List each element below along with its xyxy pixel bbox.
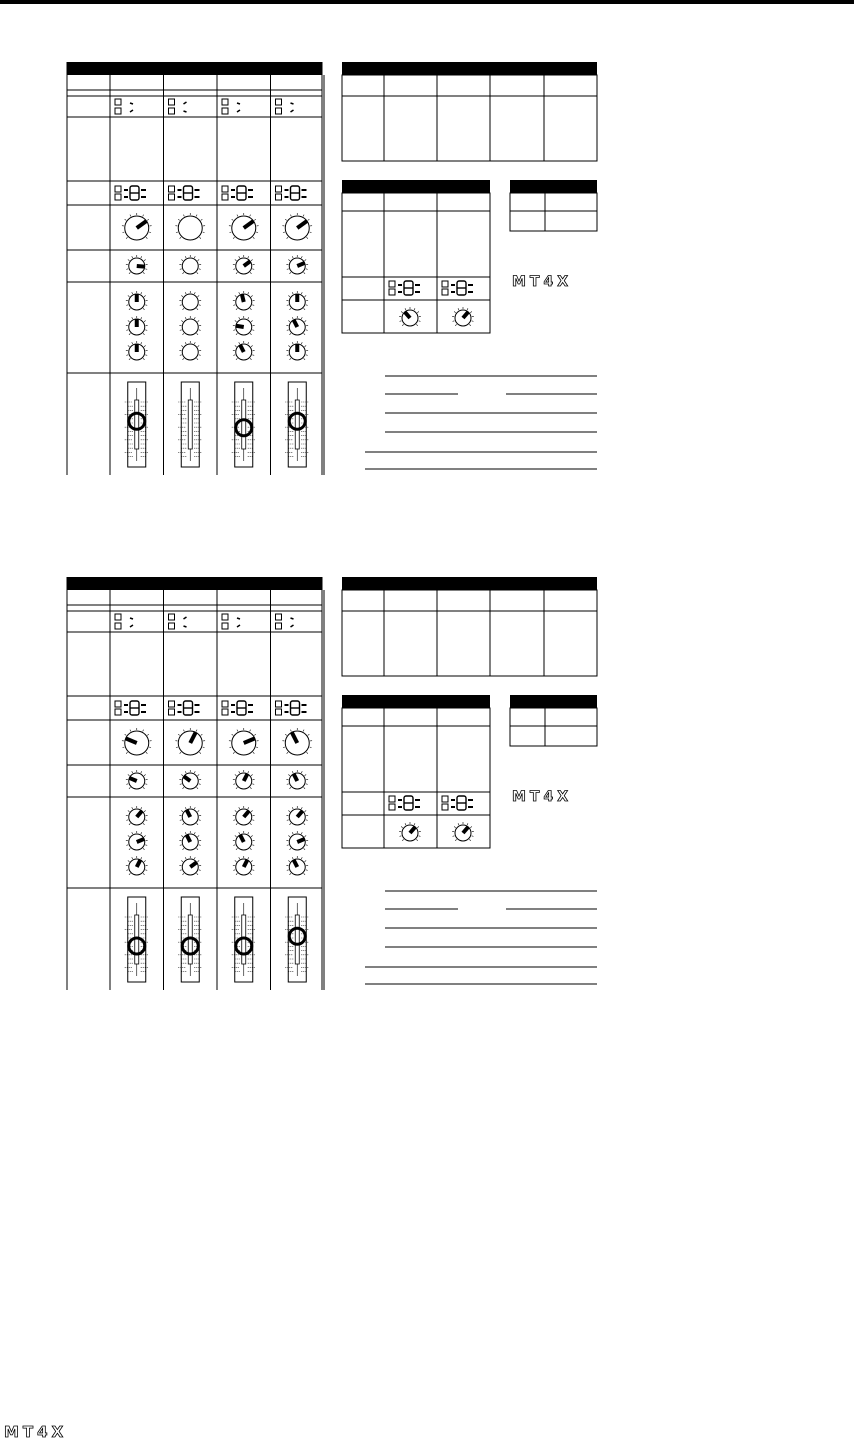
sheet-logo: MT4X — [512, 789, 572, 805]
setup-sheet-1 — [0, 55, 854, 475]
ch2-fader — [178, 897, 202, 982]
ch1-track-display — [115, 701, 146, 715]
ch4-input-switch — [276, 99, 294, 114]
ch3-gain-knob — [233, 255, 255, 274]
ch2-gain-knob — [179, 255, 201, 274]
ch2-trim-knob — [175, 213, 205, 240]
ch1-eq-mid-knob — [126, 831, 148, 850]
sheet-logo: MT4X — [512, 274, 572, 290]
aux2-knob-pointer — [463, 827, 468, 833]
ch2-fader — [178, 382, 202, 467]
notes-header-bar — [342, 577, 597, 590]
ch4-eq-low-knob — [286, 341, 308, 360]
ch1-trim-knob — [122, 728, 152, 755]
ch3-eq-low-knob-pointer — [244, 860, 248, 867]
small-header-bar — [510, 695, 597, 708]
ch2-eq-high-knob — [179, 806, 201, 825]
ch3-eq-high-knob-pointer — [244, 811, 249, 817]
aux2-knob — [452, 822, 474, 841]
ch4-gain-knob-pointer — [297, 263, 304, 266]
ch4-eq-high-knob — [286, 291, 308, 310]
ch1-gain-knob-pointer — [137, 266, 145, 267]
aux1-display — [389, 796, 420, 810]
aux1-knob — [399, 822, 421, 841]
ch4-eq-low-knob — [286, 856, 308, 875]
ch3-eq-high-knob-pointer — [242, 294, 244, 302]
ch1-gain-knob — [126, 255, 148, 274]
small-header-bar — [510, 180, 597, 193]
ch1-eq-low-knob — [126, 856, 148, 875]
ch3-fader — [232, 382, 256, 467]
ch4-eq-high-knob — [286, 806, 308, 825]
ch4-eq-mid-knob — [286, 831, 308, 850]
ch1-trim-knob — [122, 213, 152, 240]
ch3-input-switch — [222, 99, 240, 114]
ch4-trim-knob — [282, 728, 312, 755]
ch3-eq-mid-knob — [233, 831, 255, 850]
ch1-trim-knob-pointer — [126, 738, 137, 743]
ch4-eq-mid-knob-pointer — [297, 839, 304, 842]
aux2-knob-pointer — [463, 312, 468, 318]
ch2-track-display — [169, 186, 200, 200]
aux2-display — [442, 796, 473, 810]
ch2-input-switch — [169, 614, 187, 629]
ch2-eq-high-knob-pointer — [187, 810, 191, 817]
channel-header-bar — [67, 577, 322, 590]
notes-header-bar — [342, 62, 597, 75]
ch2-eq-mid-knob — [179, 831, 201, 850]
footer-logo — [4, 1424, 94, 1445]
top-rule — [0, 0, 854, 4]
ch4-fader — [285, 897, 309, 982]
ch3-input-switch — [222, 614, 240, 629]
ch1-input-switch — [115, 614, 133, 629]
ch3-eq-mid-knob — [233, 316, 255, 335]
aux2-knob — [452, 307, 474, 326]
ch1-eq-high-knob — [126, 291, 148, 310]
ch3-eq-high-knob — [233, 806, 255, 825]
ch1-eq-high-knob — [126, 806, 148, 825]
ch2-eq-low-knob — [179, 341, 201, 360]
ch3-trim-knob-pointer — [244, 738, 255, 743]
ch3-eq-low-knob-pointer — [240, 345, 244, 352]
ch3-eq-mid-knob-pointer — [240, 835, 244, 842]
notes-table-frame — [342, 75, 597, 161]
ch2-track-display — [169, 701, 200, 715]
ch2-eq-high-knob — [179, 291, 201, 310]
ch1-gain-knob — [126, 770, 148, 789]
ch4-eq-mid-knob-pointer — [294, 320, 298, 327]
aux-header-bar — [342, 695, 490, 708]
ch4-gain-knob — [286, 255, 308, 274]
ch4-gain-knob-pointer — [294, 774, 298, 781]
ch3-gain-knob-pointer — [244, 774, 248, 781]
ch1-gain-knob-pointer — [129, 778, 136, 781]
notes-table-frame — [342, 590, 597, 676]
channel-header-bar — [67, 62, 322, 75]
ch2-eq-low-knob — [179, 856, 201, 875]
ch1-eq-mid-knob — [126, 316, 148, 335]
ch2-trim-knob-pointer — [190, 732, 195, 743]
ch3-eq-mid-knob-pointer — [236, 326, 244, 327]
ch4-trim-knob — [282, 213, 312, 240]
footer-logo-text: MT4X — [4, 1424, 67, 1440]
ch1-eq-low-knob — [126, 341, 148, 360]
ch2-gain-knob — [179, 770, 201, 789]
ch3-track-display — [222, 186, 253, 200]
ch3-eq-low-knob — [233, 341, 255, 360]
ch4-eq-mid-knob — [286, 316, 308, 335]
ch1-fader — [125, 382, 149, 467]
ch1-eq-mid-knob-pointer — [137, 839, 144, 842]
ch3-gain-knob-pointer — [244, 261, 250, 266]
ch1-eq-high-knob-pointer — [137, 811, 142, 817]
ch3-track-display — [222, 701, 253, 715]
ch1-track-display — [115, 186, 146, 200]
ch4-trim-knob-pointer — [292, 732, 297, 743]
ch4-fader — [285, 382, 309, 467]
aux1-knob-pointer — [405, 312, 410, 318]
ch4-input-switch — [276, 614, 294, 629]
ch3-trim-knob-pointer — [244, 221, 254, 228]
ch2-gain-knob-pointer — [184, 776, 190, 781]
ch2-eq-low-knob-pointer — [190, 862, 196, 867]
ch4-trim-knob-pointer — [297, 221, 307, 228]
aux2-display — [442, 281, 473, 295]
aux1-knob-pointer — [410, 827, 415, 833]
ch1-input-switch — [115, 99, 133, 114]
ch1-trim-knob-pointer — [137, 221, 147, 228]
small-table-frame — [510, 193, 597, 231]
aux-header-bar — [342, 180, 490, 193]
ch4-track-display — [276, 701, 307, 715]
ch2-eq-mid-knob — [179, 316, 201, 335]
ch2-eq-mid-knob-pointer — [187, 835, 191, 842]
ch4-eq-low-knob-pointer — [294, 860, 298, 867]
ch3-fader — [232, 897, 256, 982]
ch4-track-display — [276, 186, 307, 200]
ch3-eq-low-knob — [233, 856, 255, 875]
ch4-eq-high-knob-pointer — [297, 811, 302, 817]
ch2-input-switch — [169, 99, 187, 114]
ch2-trim-knob — [175, 728, 205, 755]
ch3-trim-knob — [229, 213, 259, 240]
setup-sheet-2 — [0, 570, 854, 990]
small-table-frame — [510, 708, 597, 746]
ch4-gain-knob — [286, 770, 308, 789]
ch3-eq-high-knob — [233, 291, 255, 310]
ch1-eq-low-knob-pointer — [137, 860, 141, 867]
aux1-display — [389, 281, 420, 295]
aux1-knob — [399, 307, 421, 326]
ch1-fader — [125, 897, 149, 982]
ch3-gain-knob — [233, 770, 255, 789]
ch3-trim-knob — [229, 728, 259, 755]
